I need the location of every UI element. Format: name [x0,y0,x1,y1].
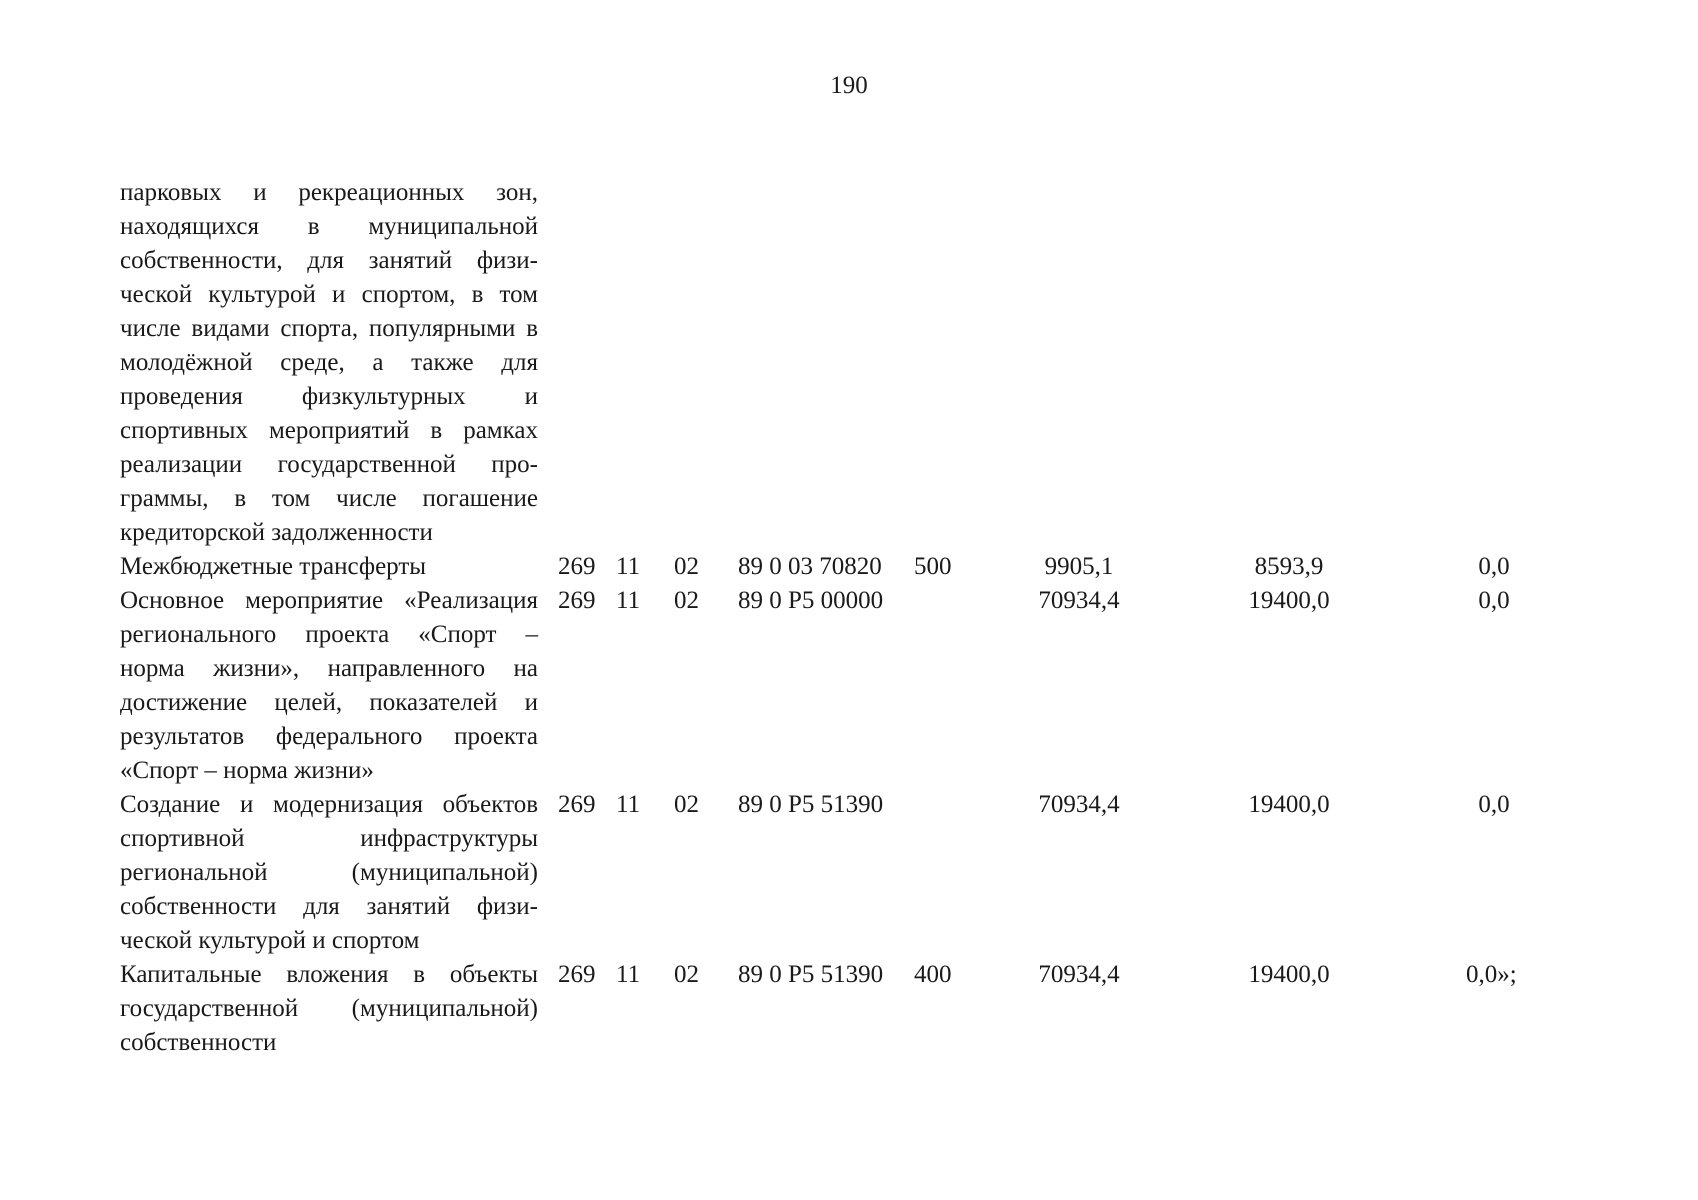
row-amount-2: 19400,0 [1248,961,1330,988]
row-ved: 269 [558,587,596,614]
row-csr: 89 0 P5 51390 [738,961,884,988]
table-row [120,584,1590,788]
row-pr: 02 [674,791,699,818]
row-amount-1: 70934,4 [1038,587,1120,614]
row-csr: 89 0 03 70820 [738,553,882,580]
row-name: парковых и рекреационных зон, находящихся в муниципальной собственности, для занятий физической культурой и спортом, в том числе видами спорта, популярными в молодёжной среде, а также для проведения физкультурных и спортивных мероприятий в рамках реализации государственной программы, в том числе погашение кредиторской задолженности [120,179,538,546]
row-name: Капитальные вложения в объекты государственной (муниципальной) собственности [120,961,538,1056]
row-amount-2: 19400,0 [1248,791,1330,818]
row-pr: 02 [674,587,699,614]
row-ved: 269 [558,553,596,580]
row-rz: 11 [616,791,641,818]
row-pr: 02 [674,961,699,988]
row-amount-2: 8593,9 [1254,553,1324,580]
row-name: Межбюджетные трансферты [120,553,427,580]
row-rz: 11 [616,961,641,988]
row-amount-3: 0,0 [1478,791,1510,818]
row-amount-2: 19400,0 [1248,587,1330,614]
row-pr: 02 [674,553,699,580]
row-amount-1: 70934,4 [1038,961,1120,988]
row-rz: 11 [616,553,641,580]
row-amount-1: 9905,1 [1044,553,1114,580]
table-row [120,550,1590,584]
row-csr: 89 0 P5 00000 [738,587,884,614]
table-row [120,176,1590,550]
budget-table [120,176,1590,1060]
row-rz: 11 [616,587,641,614]
row-name: Создание и модернизация объектов спортивной инфраструктуры региональной (муниципальной) собственности для занятий физической культурой и спортом [120,791,538,954]
page-number: 190 [830,72,868,99]
row-amount-3: 0,0»; [1466,961,1517,988]
row-amount-3: 0,0 [1478,553,1510,580]
table-row [120,958,1590,1060]
row-csr: 89 0 P5 51390 [738,791,884,818]
row-amount-1: 70934,4 [1038,791,1120,818]
row-vr: 500 [914,553,952,580]
row-vr: 400 [914,961,952,988]
table-row [120,788,1590,958]
row-ved: 269 [558,961,596,988]
row-amount-3: 0,0 [1478,587,1510,614]
row-ved: 269 [558,791,596,818]
row-name: Основное мероприятие «Реализация регионального проекта «Спорт – норма жизни», направленного на достижение целей, показателей и результатов федерального проекта «Спорт – норма жизни» [120,587,538,784]
